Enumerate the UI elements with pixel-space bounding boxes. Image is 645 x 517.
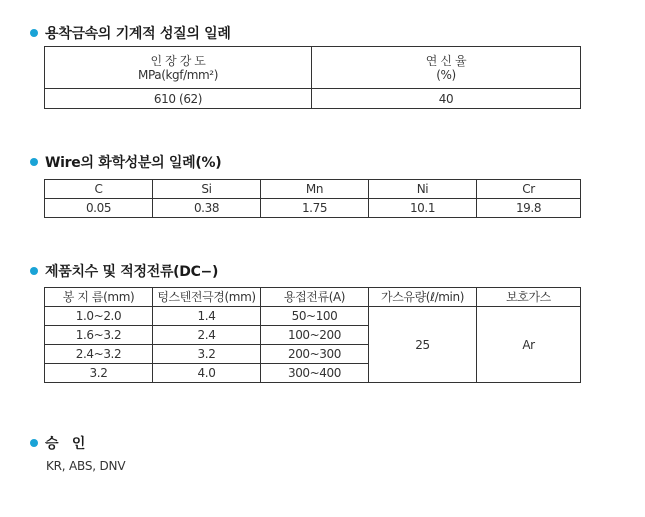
electrode-diameter-cell: 3.2 — [153, 345, 261, 364]
approval-section-title — [30, 433, 85, 453]
dimensions-title-text: 제품치수 및 적정전류(DC−) — [45, 264, 219, 280]
tensile-strength-value: 610 (62) — [45, 89, 312, 109]
element-value-cr: 19.8 — [477, 199, 581, 218]
bullet-icon — [30, 439, 38, 447]
electrode-diameter-cell: 2.4 — [153, 326, 261, 345]
electrode-diameter-header: 텅스텐전극경(mm) — [153, 288, 261, 307]
elongation-unit: (%) — [436, 67, 456, 82]
welding-current-cell: 200~300 — [261, 345, 369, 364]
table-header-row — [45, 288, 581, 307]
chemical-section-title — [30, 152, 221, 172]
gas-flow-value: 25 — [369, 307, 477, 383]
electrode-diameter-cell: 1.4 — [153, 307, 261, 326]
electrode-diameter-cell: 4.0 — [153, 364, 261, 383]
approval-title-text: 승 인 — [45, 436, 86, 452]
element-value-mn: 1.75 — [261, 199, 369, 218]
table-row — [45, 89, 581, 109]
table-row — [45, 199, 581, 218]
bullet-icon — [30, 267, 38, 275]
welding-current-cell: 50~100 — [261, 307, 369, 326]
element-value-c: 0.05 — [45, 199, 153, 218]
gas-flow-header: 가스유량(ℓ/min) — [369, 288, 477, 307]
welding-current-header: 용접전류(A) — [261, 288, 369, 307]
tensile-strength-header — [45, 47, 312, 89]
mechanical-section-title — [30, 23, 231, 43]
element-header-ni: Ni — [369, 180, 477, 199]
table-header-row — [45, 47, 581, 89]
welding-current-cell: 100~200 — [261, 326, 369, 345]
mechanical-title-text: 용착금속의 기계적 성질의 일례 — [45, 26, 231, 42]
elongation-label: 연 신 율 — [425, 53, 467, 68]
bullet-icon — [30, 158, 38, 166]
element-value-ni: 10.1 — [369, 199, 477, 218]
bullet-icon — [30, 29, 38, 37]
dimensions-section-title — [30, 261, 218, 281]
rod-diameter-cell: 2.4~3.2 — [45, 345, 153, 364]
elongation-header — [312, 47, 581, 89]
shield-gas-header: 보호가스 — [477, 288, 581, 307]
welding-current-cell: 300~400 — [261, 364, 369, 383]
dimensions-table — [44, 287, 581, 383]
approval-text: KR, ABS, DNV — [46, 459, 126, 473]
rod-diameter-header: 봉 지 름(mm) — [45, 288, 153, 307]
mechanical-table — [44, 46, 581, 109]
rod-diameter-cell: 3.2 — [45, 364, 153, 383]
tensile-strength-unit: MPa(kgf/mm²) — [138, 67, 218, 82]
rod-diameter-cell: 1.6~3.2 — [45, 326, 153, 345]
element-header-si: Si — [153, 180, 261, 199]
rod-diameter-cell: 1.0~2.0 — [45, 307, 153, 326]
element-header-mn: Mn — [261, 180, 369, 199]
table-header-row — [45, 180, 581, 199]
chemical-title-text: Wire의 화학성분의 일례(%) — [45, 155, 222, 171]
elongation-value: 40 — [312, 89, 581, 109]
tensile-strength-label: 인 장 강 도 — [150, 53, 206, 68]
element-header-c: C — [45, 180, 153, 199]
table-row — [45, 307, 581, 326]
chemical-table — [44, 179, 581, 218]
element-header-cr: Cr — [477, 180, 581, 199]
element-value-si: 0.38 — [153, 199, 261, 218]
shield-gas-value: Ar — [477, 307, 581, 383]
